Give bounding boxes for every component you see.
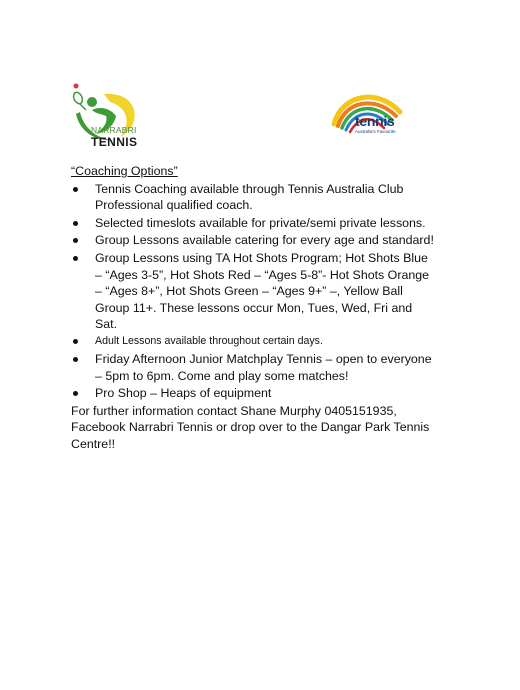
bullet-icon [73,357,78,362]
logo-ball [74,84,79,89]
contact-information: For further information contact Shane Murphy 0405151935, Facebook Narrabri Tennis or drop over to the Dangar Park Tennis Centre!! [71,403,430,451]
bullet-icon [73,238,78,243]
list-item [71,385,436,402]
list-item [71,232,436,249]
coaching-options-heading: “Coaching Options” [71,164,178,178]
list-item-text: Tennis Coaching available through Tennis Australia Club Professional qualified coach. [95,181,404,213]
list-item-text: Adult Lessons available throughout certain days. [95,334,323,347]
logo-tennis-text: TENNIS [91,134,138,149]
narrabri-tennis-logo-text [91,126,161,148]
list-item [71,215,436,232]
bullet-icon [73,187,78,192]
bullet-icon [73,256,78,261]
coaching-options-list [71,181,436,402]
list-item [71,250,436,333]
list-item-text: Group Lessons using TA Hot Shots Program; Hot Shots Blue – “Ages 3-5”, Hot Shots Red – “Ages 5-8”- Hot Shots Orange – “Ages 8+”, Hot Shots Green – “Ages 9+” –, Yellow Ball Group 11+. These lessons occur Mon, Tues, Wed, Fri and Sat. [95,250,430,332]
logo-tagline: Australia's Favourite [355,129,396,134]
list-item [71,334,436,348]
logo-head [87,97,97,107]
logo-racket [72,91,84,105]
list-item [71,181,436,214]
bullet-icon [73,339,78,344]
logo-tennis-word: tennis [355,113,395,129]
list-item-text: Friday Afternoon Junior Matchplay Tennis – open to everyone – 5pm to 6pm. Come and play some matches! [95,351,432,383]
list-item-text: Group Lessons available catering for every age and standard! [95,233,434,248]
bullet-icon [73,221,78,226]
tennis-australia-logo-text [355,114,396,135]
logo-narrabri-text: NARRABRI [91,125,137,135]
list-item-text: Selected timeslots available for private/semi private lessons. [95,215,426,230]
document-body [71,163,436,453]
bullet-icon [73,391,78,396]
list-item [71,351,436,384]
list-item-text: Pro Shop – Heaps of equipment [95,386,272,401]
